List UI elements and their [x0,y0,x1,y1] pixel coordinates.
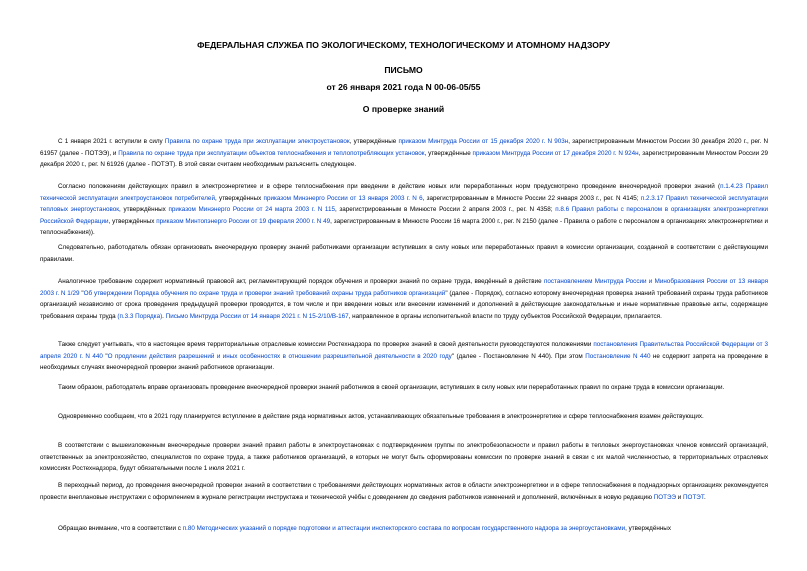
paragraph-text: " [79,289,84,297]
paragraph-text: " (далее - Порядок), согласно которому внеочередная проверка знаний требований охраны труда работников организаций независимо от срока проведения предыдущей проверки проводится, в том числе и при введении новых или внесении изменений и дополнений в действующие законодательные и иные нормативные правовые акты, содержащие требования охраны труда [40,289,768,320]
document-link[interactable]: постановлением Минтруда России и Минобразования России от 13 января 2003 г. N 1/29 [40,278,768,297]
paragraph [40,440,768,475]
paragraph-text: В переходный период, до проведения внеочередной проверки знаний в соответствии с требованиями действующих нормативных актов в области электроэнергетики и в сфере теплоснабжения в поднадзорных организациях рекомендуется провести внеплановые инструктажи с оформлением в журнале регистрации инструктажа и технической учёбы с доведением до сведения работников изменений и дополнений, включённых в новую редакцию [40,482,768,501]
document-subject: О проверке знаний [362,104,445,114]
document-link[interactable]: приказом Минэнерго России от 13 января 2003 г. N 6 [263,194,423,202]
document-link[interactable]: Правила по охране труда при эксплуатации электроустановок [164,138,350,145]
document-link[interactable]: приказом Минтруда России от 17 декабря 2020 г. N 924н [472,149,639,157]
paragraph-text: , зарегистрированным в Минюсте России 16 марта 2000 г., рег. N 2150 (далее - Правила о работе с персоналом в организациях электроэнергетики и теплоснабжения)). [40,217,768,237]
paragraph [40,523,768,535]
paragraph [40,276,768,322]
paragraph-text: и [676,493,684,501]
paragraph-text: Одновременно сообщаем, что в 2021 году планируется вступление в действие ряда нормативных актов, устанавливающих обязательные требования в электроэнергетике и сфере теплоснабжения взамен действующих. [58,413,704,420]
paragraph [40,411,768,423]
paragraph-text: Согласно положениям действующих правил в электроэнергетике и в сфере теплоснабжения при введении в действие новых или переработанных норм предусмотрено проведение внеочередной проверки знаний ( [58,183,721,190]
paragraph-text: " (далее - Постановление N 440). При этом [451,352,586,360]
document-link[interactable]: Правила по охране труда при эксплуатации объектов теплоснабжения и теплопотребляющих установок [118,149,425,157]
document-link[interactable]: ПОТЭЭ [653,493,676,501]
paragraph [40,382,768,394]
paragraph-text: , утверждённых [625,525,671,532]
document-link[interactable]: ПОТЭТ [683,493,704,501]
paragraph [40,136,768,171]
document-date-number: от 26 января 2021 года N 00-06-05/55 [326,82,481,92]
document-link[interactable]: О продлении действия разрешений и иных особенностях в отношении разрешительной деятельности в 2020 году [107,352,452,360]
document-link[interactable]: приказом Минтруда России от 15 декабря 2020 г. N 903н [398,138,569,145]
paragraph [40,242,768,265]
paragraph [40,339,768,374]
paragraph-text: " [102,352,108,360]
paragraph-text: Также следует учитывать, что в настоящее время территориальные отраслевые комиссии Ростехнадзора по проверке знаний в своей деятельности руководствуются положениями [58,341,594,348]
paragraph-text: Таким образом, работодатель вправе организовать проведение внеочередной проверки знаний работников в своей организации, вступивших в силу новых или переработанных правил по охране труда в комиссии организации. [58,384,725,391]
paragraph-text: В соответствии с вышеизложенным внеочередные проверки знаний правил работы в электроустановках с подтверждением группы по электробезопасности и правил работы в тепловых энергоустановках членов комиссий организаций, ответственных за электрохозяйство, специалистов по охране труда, а также работников организаций, в которых не могут быть сформированы комиссии по проверке знаний в связи с их малой численностью, в территориальных отраслевых комиссиях Ростехнадзора, будут обязательными после 1 июля 2021 г. [40,442,768,473]
paragraph-text: , зарегистрированным в Минюсте России 22 января 2003 г., рег. N 4145; [422,194,641,202]
document-link[interactable]: постановления Правительства Российской Федерации от 3 апреля 2020 г. N 440 [40,341,769,360]
paragraph-text: , утверждённых [214,194,264,202]
paragraph-text: , зарегистрированным Минюстом России 30 декабря 2020 г., рег. N 61957 (далее - ПОТЭЭ), и [40,138,768,157]
paragraph-text: , утверждённых [119,206,169,214]
paragraph [40,181,768,239]
document-link[interactable]: п.2.3.17 Правил технической эксплуатации тепловых энергоустановок [40,194,769,214]
paragraph [40,480,768,503]
paragraph-text: , утверждённые [349,138,399,145]
paragraph-text: С 1 января 2021 г. вступили в силу [58,138,165,145]
paragraph-text: Аналогичное требование содержит нормативный правовой акт, регламентирующий порядок обучения и проверки знаний по охране труда, введённый в действие [58,278,544,285]
document-link[interactable]: Об утверждении Порядка обучения по охране труда и проверки знаний требований охраны труда работников организаций [83,289,446,297]
document-link[interactable]: Постановление N 440 [585,352,651,360]
document-link[interactable]: Письмо Минтруда России от 14 января 2021 г. N 15-2/10/В-167 [165,312,349,320]
paragraph-text: не содержит запрета на проведение в необходимых случаях внеочередной проверки знаний работников организации. [40,352,768,372]
document-link[interactable]: п.1.4.23 Правил технической эксплуатации электроустановок потребителей [40,183,768,202]
document-link[interactable]: (п.3.3 Порядка) [117,312,163,320]
paragraph-text: Обращаю внимание, что в соответствии с [58,525,183,532]
agency-title: ФЕДЕРАЛЬНАЯ СЛУЖБА ПО ЭКОЛОГИЧЕСКОМУ, ТЕХНОЛОГИЧЕСКОМУ И АТОМНОМУ НАДЗОРУ [197,40,610,50]
document-type: ПИСЬМО [384,65,423,75]
paragraph-text: . [162,312,166,320]
document-link[interactable]: приказом Минэнерго России от 24 марта 2003 г. N 115 [168,206,335,214]
paragraph-text: , направленное в органы исполнительной власти по труду субъектов Российской Федерации, прилагается. [348,312,662,320]
document-link[interactable]: п.8.6 Правил работы с персоналом в организациях электроэнергетики Российской Федерации [40,206,769,225]
paragraph-text: , зарегистрированным в Минюсте России 2 апреля 2003 г., рег. N 4358; [334,206,556,214]
paragraph-text: Следовательно, работодатель обязан организовать внеочередную проверку знаний работниками организации вступивших в силу новых или переработанных правил в комиссии организации, созданной в соответствии с действующими правилами. [40,244,768,263]
paragraph-text: , утверждённые [424,149,473,157]
document-link[interactable]: приказом Минтопэнерго России от 19 февраля 2000 г. N 49 [156,217,331,225]
paragraph-text: , утверждённых [108,217,157,225]
document-link[interactable]: п.80 Методических указаний о порядке подготовки и аттестации инспекторского состава по вопросам государственного надзора за энергоустановками [182,525,626,532]
paragraph-text: , зарегистрированным Минюстом России 29 декабря 2020 г., рег. N 61926 (далее - ПОТЭТ). В этой связи считаем необходимым разъяснить следующее. [40,149,768,169]
paragraph-text: . [703,493,706,501]
